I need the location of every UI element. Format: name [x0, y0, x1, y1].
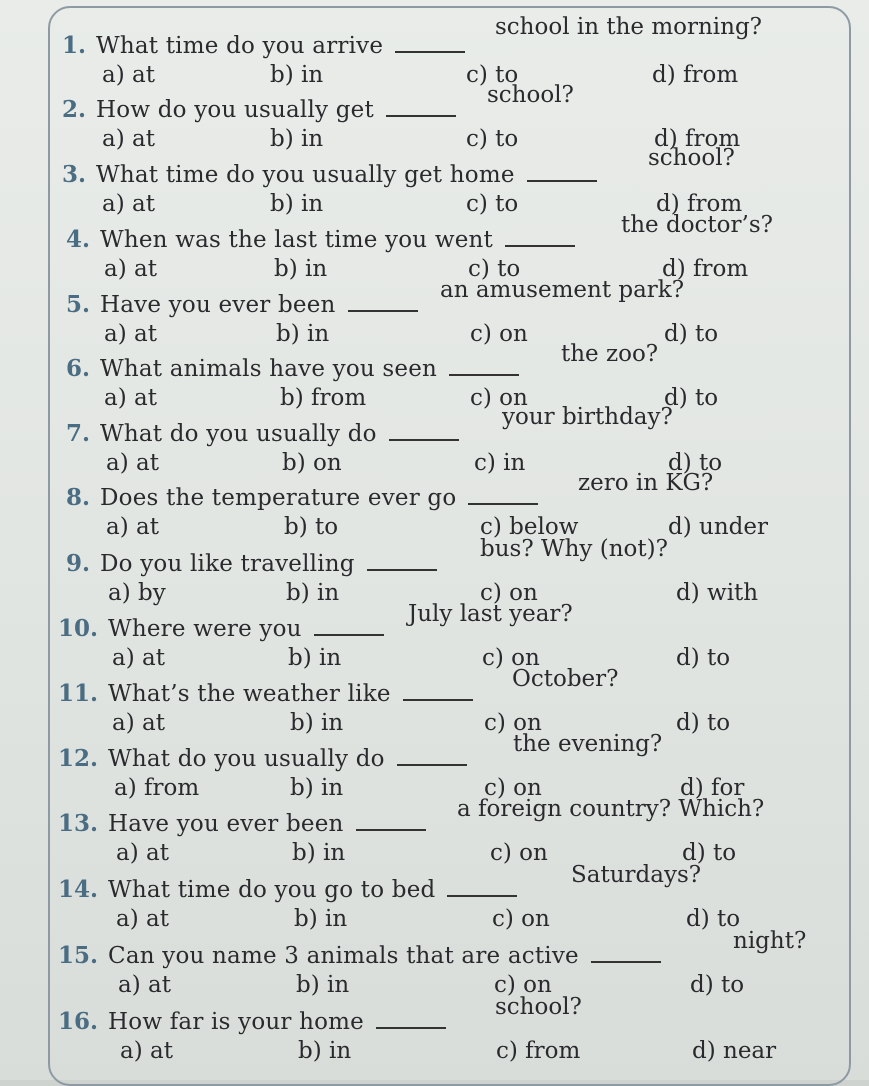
question-stem [58, 745, 477, 772]
question-text: When was the last time you went [100, 227, 493, 253]
question-text: What do you usually do [100, 421, 377, 447]
question-15 [0, 928, 869, 1008]
answer-blank[interactable] [449, 374, 519, 376]
question-1 [0, 14, 869, 98]
question-text: Where were you [108, 616, 302, 642]
question-10 [0, 601, 869, 681]
question-text: What time do you arrive [96, 33, 384, 59]
question-number: 12. [58, 745, 99, 772]
answer-option-d[interactable]: d) for [680, 775, 745, 801]
answer-option-b[interactable]: b) in [298, 1038, 352, 1064]
question-number: 5. [66, 291, 91, 318]
question-stem [66, 550, 447, 577]
question-continuation: school in the morning? [495, 14, 763, 40]
answer-blank[interactable] [403, 699, 473, 701]
answer-blank[interactable] [376, 1027, 446, 1029]
question-continuation: zero in KG? [578, 470, 714, 496]
question-stem [62, 96, 466, 123]
answer-option-d[interactable]: d) to [676, 710, 731, 736]
answer-blank[interactable] [348, 310, 418, 312]
question-text: Can you name 3 animals that are active [108, 943, 579, 969]
question-number: 15. [58, 942, 99, 969]
question-text: Do you like travelling [100, 551, 355, 577]
question-continuation: a foreign country? Which? [457, 796, 765, 822]
answer-blank[interactable] [389, 439, 459, 441]
answer-blank[interactable] [356, 829, 426, 831]
question-5 [0, 277, 869, 357]
answer-option-d[interactable]: d) with [676, 580, 759, 606]
question-continuation: the evening? [513, 731, 663, 757]
question-continuation: July last year? [408, 601, 573, 627]
answer-option-c[interactable]: c) below [480, 514, 579, 540]
question-continuation: October? [512, 666, 619, 692]
question-number: 3. [62, 161, 87, 188]
question-text: What time do you go to bed [108, 877, 436, 903]
answer-option-b[interactable]: b) in [288, 645, 342, 671]
answer-option-c[interactable]: c) on [492, 906, 550, 932]
answer-option-b[interactable]: b) to [284, 514, 339, 540]
answer-option-b[interactable]: b) in [292, 840, 346, 866]
question-stem [66, 355, 529, 382]
answer-option-c[interactable]: c) to [466, 191, 519, 217]
answer-option-d[interactable]: d) to [664, 385, 719, 411]
question-text: How far is your home [108, 1009, 364, 1035]
question-continuation: the zoo? [561, 341, 659, 367]
question-text: What’s the weather like [108, 681, 391, 707]
answer-option-c[interactable]: c) on [480, 580, 538, 606]
question-number: 7. [66, 420, 91, 447]
answer-option-d[interactable]: d) under [668, 514, 768, 540]
question-continuation: school? [487, 82, 574, 108]
answer-option-a[interactable]: a) at [104, 321, 157, 347]
answer-option-c[interactable]: c) on [470, 321, 528, 347]
answer-option-d[interactable]: d) from [662, 256, 749, 282]
answer-option-d[interactable]: d) from [654, 126, 741, 152]
question-number: 14. [58, 876, 99, 903]
answer-option-b[interactable]: b) in [274, 256, 328, 282]
question-stem [66, 226, 585, 253]
answer-blank[interactable] [468, 503, 538, 505]
answer-blank[interactable] [367, 569, 437, 571]
question-stem [58, 810, 436, 837]
answer-option-c[interactable]: c) on [494, 972, 552, 998]
question-continuation: the doctor’s? [621, 212, 773, 238]
answer-blank[interactable] [397, 764, 467, 766]
question-stem [66, 484, 548, 511]
answer-blank[interactable] [314, 634, 384, 636]
question-continuation: Saturdays? [571, 862, 702, 888]
question-continuation: your birthday? [502, 404, 673, 430]
question-16 [0, 994, 869, 1074]
answer-option-d[interactable]: d) to [664, 321, 719, 347]
answer-option-d[interactable]: d) to [676, 645, 731, 671]
question-8 [0, 470, 869, 550]
question-stem [66, 420, 469, 447]
answer-option-a[interactable]: a) at [112, 645, 165, 671]
question-11 [0, 666, 869, 746]
question-number: 13. [58, 810, 99, 837]
question-stem [66, 291, 428, 318]
answer-option-a[interactable]: a) at [116, 906, 169, 932]
answer-option-a[interactable]: a) at [102, 191, 155, 217]
answer-option-a[interactable]: a) at [102, 62, 155, 88]
question-text: What animals have you seen [100, 356, 438, 382]
answer-option-a[interactable]: a) at [120, 1038, 173, 1064]
answer-option-c[interactable]: c) from [496, 1038, 581, 1064]
answer-option-b[interactable]: b) on [282, 450, 342, 476]
question-text: Does the temperature ever go [100, 485, 457, 511]
answer-option-c[interactable]: c) on [484, 775, 542, 801]
answer-blank[interactable] [505, 245, 575, 247]
question-stem [62, 161, 607, 188]
answer-option-c[interactable]: c) on [484, 710, 542, 736]
question-text: What do you usually do [108, 746, 385, 772]
question-continuation: school? [648, 145, 735, 171]
question-2 [0, 82, 869, 162]
answer-option-b[interactable]: b) in [276, 321, 330, 347]
question-7 [0, 404, 869, 486]
answer-blank[interactable] [591, 961, 661, 963]
answer-blank[interactable] [447, 895, 517, 897]
answer-option-a[interactable]: a) at [112, 710, 165, 736]
question-number: 2. [62, 96, 87, 123]
answer-option-b[interactable]: b) in [294, 906, 348, 932]
answer-option-b[interactable]: b) from [280, 385, 367, 411]
answer-option-b[interactable]: b) in [270, 191, 324, 217]
answer-blank[interactable] [395, 51, 465, 53]
answer-option-b[interactable]: b) in [290, 775, 344, 801]
question-continuation: night? [733, 928, 807, 954]
question-text: Have you ever been [108, 811, 344, 837]
answer-option-c[interactable]: c) on [490, 840, 548, 866]
answer-option-d[interactable]: d) from [656, 191, 743, 217]
answer-option-a[interactable]: a) at [118, 972, 171, 998]
answer-option-d[interactable]: d) near [692, 1038, 777, 1064]
answer-option-c[interactable]: c) in [474, 450, 526, 476]
answer-option-c[interactable]: c) on [470, 385, 528, 411]
answer-option-c[interactable]: c) on [482, 645, 540, 671]
answer-option-a[interactable]: a) by [108, 580, 166, 606]
answer-option-a[interactable]: a) at [102, 126, 155, 152]
question-stem [62, 32, 475, 59]
question-text: How do you usually get [96, 97, 374, 123]
answer-option-d[interactable]: d) to [686, 906, 741, 932]
answer-option-a[interactable]: a) at [106, 450, 159, 476]
question-4 [0, 212, 869, 292]
answer-option-b[interactable]: b) in [286, 580, 340, 606]
answer-option-d[interactable]: d) from [652, 62, 739, 88]
answer-option-c[interactable]: c) to [466, 126, 519, 152]
question-number: 16. [58, 1008, 99, 1035]
question-number: 1. [62, 32, 87, 59]
question-number: 6. [66, 355, 91, 382]
question-stem [58, 615, 394, 642]
answer-option-a[interactable]: a) at [106, 514, 159, 540]
question-stem [58, 942, 671, 969]
answer-option-c[interactable]: c) to [466, 62, 519, 88]
question-continuation: school? [495, 994, 582, 1020]
answer-option-d[interactable]: d) to [668, 450, 723, 476]
answer-option-d[interactable]: d) to [682, 840, 737, 866]
question-number: 9. [66, 550, 91, 577]
question-6 [0, 341, 869, 421]
question-continuation: an amusement park? [440, 277, 685, 303]
question-stem [58, 680, 483, 707]
answer-blank[interactable] [386, 115, 456, 117]
question-number: 10. [58, 615, 99, 642]
answer-option-b[interactable]: b) in [270, 126, 324, 152]
question-text: Have you ever been [100, 292, 336, 318]
answer-option-d[interactable]: d) to [690, 972, 745, 998]
answer-option-a[interactable]: a) at [116, 840, 169, 866]
answer-option-b[interactable]: b) in [270, 62, 324, 88]
question-stem [58, 876, 527, 903]
answer-option-a[interactable]: a) from [114, 775, 200, 801]
answer-option-b[interactable]: b) in [296, 972, 350, 998]
answer-blank[interactable] [527, 180, 597, 182]
question-13 [0, 796, 869, 876]
answer-option-a[interactable]: a) at [104, 256, 157, 282]
question-number: 4. [66, 226, 91, 253]
question-continuation: bus? Why (not)? [480, 536, 668, 562]
answer-option-b[interactable]: b) in [290, 710, 344, 736]
answer-option-c[interactable]: c) to [468, 256, 521, 282]
question-stem [58, 1008, 456, 1035]
answer-option-a[interactable]: a) at [104, 385, 157, 411]
question-text: What time do you usually get home [96, 162, 515, 188]
question-number: 11. [58, 680, 99, 707]
question-number: 8. [66, 484, 91, 511]
